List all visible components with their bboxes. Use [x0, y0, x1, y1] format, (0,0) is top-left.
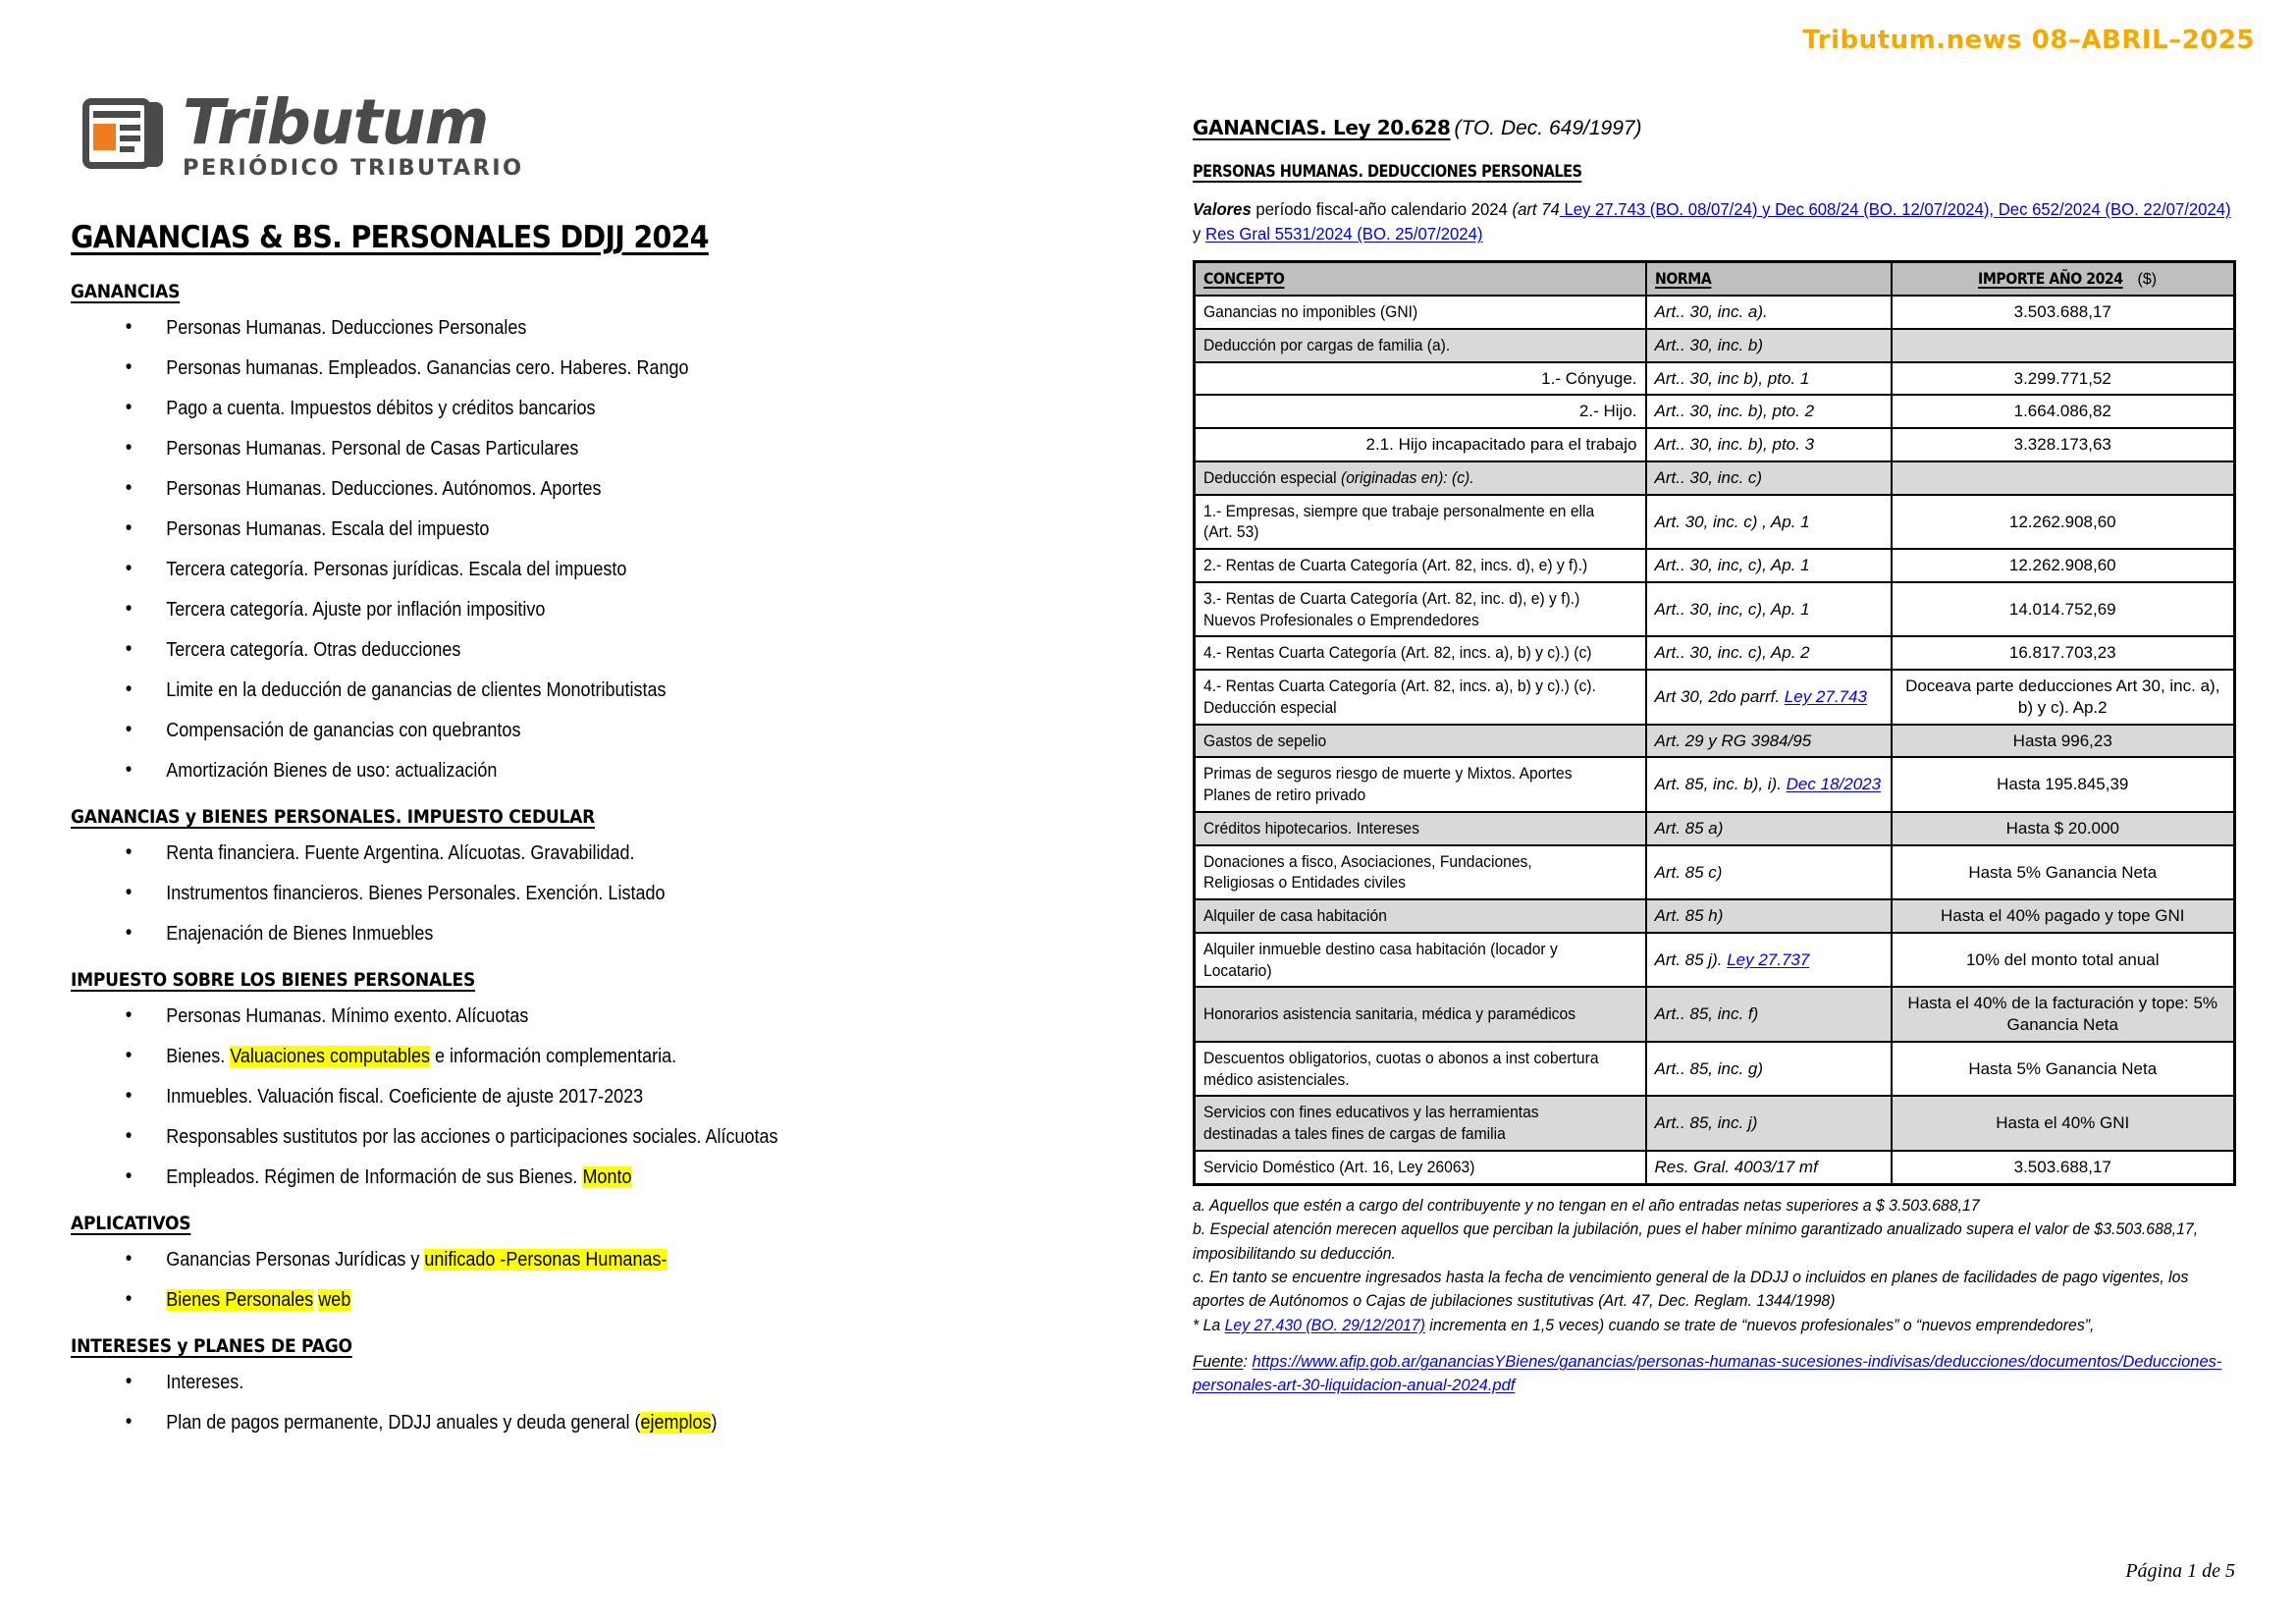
fuente-separator: : [1243, 1353, 1253, 1372]
cell-norma: Art. 85, inc. b), i). Dec 18/2023 [1646, 757, 1892, 812]
cell-importe: Hasta 5% Ganancia Neta [1892, 1042, 2235, 1097]
footnote-line: c. En tanto se encuentre ingresados hasta la fecha de vencimiento general de la DDJJ o incluidos en planes de facilidades de pago vigentes, los aportes de Autónomos o Cajas de jubilaciones sustitutivas (Art. 47, Dec. Reglam. 1344/1998) [1193, 1268, 2189, 1311]
cell-norma: Art.. 30, inc b), pto. 1 [1646, 362, 1892, 396]
cell-norma: Art.. 85, inc. g) [1646, 1042, 1892, 1097]
cell-concepto [1195, 495, 1646, 550]
section-bullet-list [71, 843, 1141, 944]
norma-reference-link[interactable]: Dec 652/2024 (BO. 22/07/2024) [1994, 199, 2231, 219]
concepto-text: Servicios con fines educativos y las herramientas destinadas a tales fines de cargas de familia [1203, 1103, 1539, 1144]
section-heading: GANANCIAS y BIENES PERSONALES. IMPUESTO CEDULAR [71, 805, 595, 828]
valores-label: Valores [1193, 199, 1252, 219]
right-column [1193, 116, 2245, 1398]
concepto-text: Deducción especial (originadas en): (c). [1203, 467, 1474, 487]
cell-importe: 12.262.908,60 [1892, 495, 2235, 550]
section-heading: INTERESES y PLANES DE PAGO [71, 1334, 352, 1357]
cell-importe: 3.503.688,17 [1892, 296, 2235, 329]
list-item[interactable]: • Personas Humanas. Deducciones. Autónomos. Aportes [71, 479, 1034, 499]
logo-tagline: PERIÓDICO TRIBUTARIO [183, 154, 524, 181]
brand-date-header: Tributum.news 08–ABRIL–2025 [1802, 26, 2255, 55]
cell-importe: Hasta el 40% GNI [1892, 1096, 2235, 1151]
table-row [1195, 987, 2235, 1042]
fuente-block [1193, 1351, 2287, 1398]
cell-concepto [1195, 549, 1646, 582]
section-bullet-list [71, 318, 1141, 781]
cell-concepto [1195, 329, 1646, 362]
cell-concepto [1195, 1042, 1646, 1097]
column-header-importe: IMPORTE AÑO 2024 ($) [1892, 261, 2235, 296]
cell-norma: Art. 85 c) [1646, 845, 1892, 900]
table-row [1195, 362, 2235, 396]
list-item[interactable]: • Tercera categoría. Otras deducciones [71, 640, 1034, 660]
highlighted-text: Valuaciones computables [230, 1045, 431, 1067]
concepto-text: Honorarios asistencia sanitaria, médica y paramédicos [1203, 1004, 1576, 1024]
cell-norma: Art. 85 h) [1646, 899, 1892, 933]
list-item[interactable]: • Tercera categoría. Personas jurídicas. Escala del impuesto [71, 560, 1034, 579]
cell-norma: Art.. 30, inc. c) [1646, 461, 1892, 495]
section-heading: GANANCIAS [71, 280, 181, 302]
valores-paragraph [1193, 197, 2243, 247]
cell-norma: Art.. 30, inc. c), Ap. 2 [1646, 636, 1892, 670]
table-row [1195, 933, 2235, 988]
list-item[interactable]: • Inmuebles. Valuación fiscal. Coeficiente de ajuste 2017-2023 [71, 1087, 1034, 1107]
list-item[interactable]: • Limite en la deducción de ganancias de clientes Monotributistas [71, 680, 1034, 700]
cell-concepto [1195, 899, 1646, 933]
section-heading: IMPUESTO SOBRE LOS BIENES PERSONALES [71, 968, 476, 991]
list-item[interactable] [71, 1167, 1034, 1187]
highlighted-text: Monto [582, 1165, 632, 1188]
cell-concepto [1195, 428, 1646, 461]
cell-norma: Art. 29 y RG 3984/95 [1646, 725, 1892, 758]
concepto-text: 4.- Rentas Cuarta Categoría (Art. 82, incs. a), b) y c).) (c). Deducción especial [1203, 677, 1596, 717]
cell-importe: Hasta 195.845,39 [1892, 757, 2235, 812]
list-item[interactable]: • Responsables sustitutos por las acciones o participaciones sociales. Alícuotas [71, 1127, 1034, 1147]
law-title-bold: GANANCIAS. Ley 20.628 [1193, 116, 1451, 139]
cell-concepto [1195, 461, 1646, 495]
cell-importe: Hasta 5% Ganancia Neta [1892, 845, 2235, 900]
cell-concepto [1195, 757, 1646, 812]
cell-norma: Art.. 85, inc. f) [1646, 987, 1892, 1042]
cell-importe: Hasta el 40% pagado y tope GNI [1892, 899, 2235, 933]
tributum-logo [80, 86, 1141, 181]
concepto-text: 4.- Rentas Cuarta Categoría (Art. 82, incs. a), b) y c).) (c) [1203, 643, 1592, 663]
table-row [1195, 670, 2235, 725]
list-item[interactable]: • Compensación de ganancias con quebrantos [71, 721, 1034, 740]
highlighted-text: ejemplos [640, 1411, 712, 1434]
concepto-text: 1.- Cónyuge. [1541, 368, 1637, 388]
list-item[interactable]: • Pago a cuenta. Impuestos débitos y créditos bancarios [71, 399, 1034, 418]
table-row [1195, 899, 2235, 933]
cell-importe: 3.299.771,52 [1892, 362, 2235, 396]
section-bullet-list [71, 1373, 1141, 1433]
list-item[interactable]: • Intereses. [71, 1373, 1034, 1392]
valores-connector: y [1193, 224, 1206, 244]
cell-norma: Art. 85 j). Ley 27.737 [1646, 933, 1892, 988]
table-row [1195, 461, 2235, 495]
cell-importe: 3.328.173,63 [1892, 428, 2235, 461]
list-item[interactable]: • Personas humanas. Empleados. Ganancias cero. Haberes. Rango [71, 358, 1034, 378]
left-column [71, 86, 1141, 1434]
section-bullet-list [71, 1006, 1141, 1187]
column-header-concepto: CONCEPTO [1195, 261, 1646, 296]
ganancias-law-title [1193, 116, 2245, 140]
cell-importe: Hasta 996,23 [1892, 725, 2235, 758]
item-text: ) [711, 1411, 718, 1434]
cell-concepto [1195, 1096, 1646, 1151]
table-row [1195, 757, 2235, 812]
list-item[interactable]: • Personas Humanas. Escala del impuesto [71, 519, 1034, 539]
norma-reference-link[interactable]: Res Gral 5531/2024 (BO. 25/07/2024) [1205, 224, 1483, 244]
list-item[interactable] [71, 1290, 1034, 1310]
cell-concepto [1195, 1151, 1646, 1184]
cell-importe: 3.503.688,17 [1892, 1151, 2235, 1184]
cell-importe: 16.817.703,23 [1892, 636, 2235, 670]
cell-concepto [1195, 812, 1646, 845]
concepto-text: 2.1. Hijo incapacitado para el trabajo [1365, 435, 1637, 455]
list-item[interactable]: • Personas Humanas. Deducciones Personales [71, 318, 1034, 338]
cell-concepto [1195, 636, 1646, 670]
norma-reference-link[interactable]: Ley 27.743 (BO. 08/07/24) [1559, 199, 1758, 219]
fuente-label: Fuente [1193, 1353, 1244, 1372]
cell-norma: Art.. 30, inc, c), Ap. 1 [1646, 582, 1892, 637]
cell-importe: Hasta $ 20.000 [1892, 812, 2235, 845]
table-row [1195, 1042, 2235, 1097]
item-text: Plan de pagos permanente, DDJJ anuales y deuda general ( [166, 1411, 641, 1434]
list-item[interactable]: • Renta financiera. Fuente Argentina. Alícuotas. Gravabilidad. [71, 843, 1034, 863]
logo-wordmark: Tributum [183, 86, 489, 158]
highlighted-text: web [318, 1288, 351, 1311]
footnote-line: a. Aquellos que estén a cargo del contribuyente y no tengan en el año entradas netas superiores a $ 3.503.688,17 [1193, 1196, 1980, 1215]
table-row [1195, 296, 2235, 329]
cell-norma: Art.. 30, inc. a). [1646, 296, 1892, 329]
norma-reference-link[interactable]: Ley 27.737 [1727, 949, 1810, 969]
concepto-text: Deducción por cargas de familia (a). [1203, 335, 1451, 354]
cell-importe: 1.664.086,82 [1892, 395, 2235, 428]
ley-27430-link[interactable]: Ley 27.430 (BO. 29/12/2017) [1224, 1316, 1425, 1334]
valores-rest: período fiscal-año calendario 2024 [1251, 199, 1513, 219]
cell-concepto [1195, 362, 1646, 396]
cell-importe: Doceava parte deducciones Art 30, inc. a), b) y c). Ap.2 [1892, 670, 2235, 725]
concepto-text: 2.- Rentas de Cuarta Categoría (Art. 82, incs. d), e) y f).) [1203, 556, 1588, 575]
cell-norma: Art. 85 a) [1646, 812, 1892, 845]
section-heading: APLICATIVOS [71, 1212, 191, 1234]
deducciones-table [1193, 260, 2236, 1186]
concepto-text: Servicio Doméstico (Art. 16, Ley 26063) [1203, 1157, 1475, 1176]
concepto-text: Primas de seguros riesgo de muerte y Mixtos. Aportes Planes de retiro privado [1203, 764, 1573, 805]
list-item[interactable]: • Instrumentos financieros. Bienes Personales. Exención. Listado [71, 884, 1034, 903]
cell-norma: Art.. 30, inc. b) [1646, 329, 1892, 362]
cell-concepto [1195, 933, 1646, 988]
footnote-star-line: * La Ley 27.430 (BO. 29/12/2017) incrementa en 1,5 veces) cuando se trate de “nuevos profesionales” o “nuevos emprendedores”, [1193, 1316, 2095, 1334]
concepto-text: Descuentos obligatorios, cuotas o abonos a inst cobertura médico asistenciales. [1203, 1048, 1599, 1089]
item-text: e información complementaria. [430, 1045, 677, 1067]
section-bullet-list [71, 1250, 1141, 1310]
item-text: Bienes. [166, 1045, 231, 1067]
list-item[interactable] [71, 1047, 1034, 1066]
table-row [1195, 725, 2235, 758]
item-text: Ganancias Personas Jurídicas y [166, 1248, 425, 1271]
norma-reference-link[interactable]: Dec 18/2023 [1786, 775, 1882, 794]
law-title-italic: (TO. Dec. 649/1997) [1454, 117, 1642, 139]
concepto-text: Gastos de sepelio [1203, 731, 1327, 750]
valores-article: (art 74 [1512, 199, 1560, 219]
cell-importe: Hasta el 40% de la facturación y tope: 5% Ganancia Neta [1892, 987, 2235, 1042]
cell-concepto [1195, 845, 1646, 900]
cell-norma: Art.. 30, inc. b), pto. 3 [1646, 428, 1892, 461]
cell-norma: Art.. 85, inc. j) [1646, 1096, 1892, 1151]
table-header-row [1195, 261, 2235, 296]
cell-importe: 10% del monto total anual [1892, 933, 2235, 988]
highlighted-text: Bienes Personales [166, 1288, 314, 1311]
cell-concepto [1195, 987, 1646, 1042]
list-item[interactable]: • Amortización Bienes de uso: actualización [71, 761, 1034, 781]
concepto-text: 2.- Hijo. [1578, 402, 1637, 421]
concepto-text: 1.- Empresas, siempre que trabaje personalmente en ella (Art. 53) [1203, 501, 1595, 542]
table-row [1195, 428, 2235, 461]
page-title: GANANCIAS & BS. PERSONALES DDJJ 2024 [71, 219, 709, 255]
table-row [1195, 395, 2235, 428]
table-row [1195, 636, 2235, 670]
cell-norma: Res. Gral. 4003/17 mf [1646, 1151, 1892, 1184]
cell-norma: Art 30, 2do parrf. Ley 27.743 [1646, 670, 1892, 725]
concepto-text: Créditos hipotecarios. Intereses [1203, 818, 1419, 838]
cell-concepto [1195, 670, 1646, 725]
cell-norma: Art. 30, inc. c) , Ap. 1 [1646, 495, 1892, 550]
cell-importe: 12.262.908,60 [1892, 549, 2235, 582]
cell-importe [1892, 329, 2235, 362]
table-row [1195, 549, 2235, 582]
page-number-footer: Página 1 de 5 [2125, 1560, 2235, 1582]
table-row [1195, 582, 2235, 637]
list-item[interactable]: • Tercera categoría. Ajuste por inflación impositivo [71, 600, 1034, 620]
newspaper-icon [80, 96, 165, 177]
cell-importe: 14.014.752,69 [1892, 582, 2235, 637]
list-item[interactable]: • Personas Humanas. Personal de Casas Particulares [71, 439, 1034, 459]
cell-norma: Art.. 30, inc. b), pto. 2 [1646, 395, 1892, 428]
table-row [1195, 1096, 2235, 1151]
concepto-text: Alquiler inmueble destino casa habitación (locador y Locatario) [1203, 939, 1558, 980]
list-item[interactable]: • Enajenación de Bienes Inmuebles [71, 924, 1034, 944]
norma-reference-link[interactable]: Ley 27.743 [1784, 687, 1867, 707]
highlighted-text: unificado -Personas Humanas- [424, 1248, 667, 1271]
cell-concepto [1195, 395, 1646, 428]
norma-reference-link[interactable]: y Dec 608/24 (BO. 12/07/2024), [1757, 199, 1995, 219]
concepto-text: Donaciones a fisco, Asociaciones, Fundaciones, Religiosas o Entidades civiles [1203, 851, 1532, 893]
list-item[interactable]: • Personas Humanas. Mínimo exento. Alícuotas [71, 1006, 1034, 1026]
table-row [1195, 329, 2235, 362]
table-row [1195, 495, 2235, 550]
table-row [1195, 1151, 2235, 1184]
cell-norma: Art.. 30, inc, c), Ap. 1 [1646, 549, 1892, 582]
left-sections [71, 255, 1141, 1433]
personas-humanas-subtitle: PERSONAS HUMANAS. DEDUCCIONES PERSONALES [1193, 162, 1582, 181]
cell-concepto [1195, 725, 1646, 758]
cell-concepto [1195, 582, 1646, 637]
fuente-url-link[interactable]: https://www.afip.gob.ar/gananciasYBienes/ganancias/personas-humanas-sucesiones-indivisas/deducciones/documentos/Deducciones-personales-art-30-liquidacion-anual-2024.pdf [1193, 1353, 2222, 1395]
column-header-norma: NORMA [1646, 261, 1892, 296]
table-row [1195, 845, 2235, 900]
concepto-text: 3.- Rentas de Cuarta Categoría (Art. 82, inc. d), e) y f).) Nuevos Profesionales o Emprendedores [1203, 588, 1580, 629]
list-item[interactable] [71, 1413, 1034, 1433]
concepto-text: Ganancias no imponibles (GNI) [1203, 302, 1418, 322]
footnote-line: b. Especial atención merecen aquellos que perciban la jubilación, pues el haber mínimo garantizado anualizado supera el valor de $3.503.688,17, imposibilitando su deducción. [1193, 1220, 2199, 1263]
table-row [1195, 812, 2235, 845]
cell-concepto [1195, 296, 1646, 329]
list-item[interactable] [71, 1250, 1034, 1270]
item-text: Empleados. Régimen de Información de sus Bienes. [166, 1165, 583, 1188]
concepto-text: Alquiler de casa habitación [1203, 906, 1387, 926]
table-footnotes [1193, 1194, 2243, 1337]
cell-importe [1892, 461, 2235, 495]
